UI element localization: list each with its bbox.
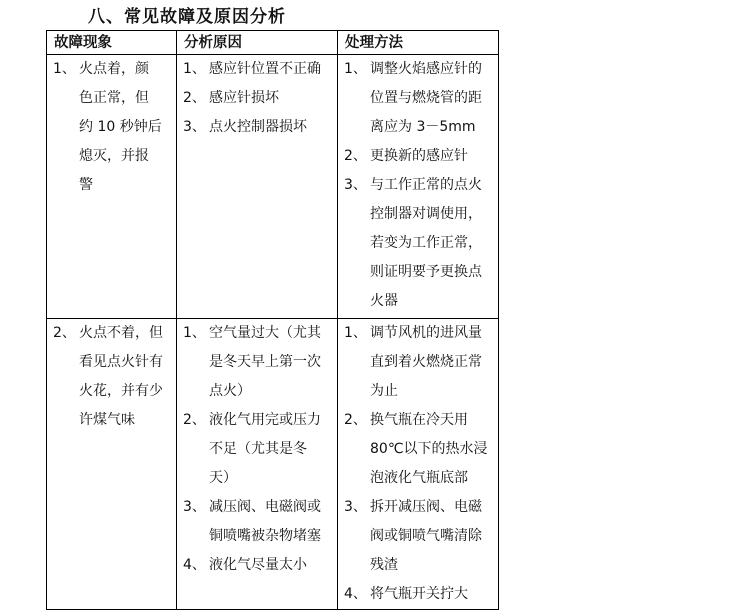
cell-line	[47, 84, 176, 113]
item-text: 天）	[209, 470, 237, 486]
item-text: 拆开减压阀、电磁	[370, 499, 482, 515]
cell-causes	[177, 319, 338, 610]
cell-line	[338, 142, 498, 171]
header-cause: 分析原因	[177, 31, 338, 55]
item-number: 2、	[183, 412, 206, 428]
item-text: 铜喷嘴被杂物堵塞	[209, 528, 321, 544]
cell-line	[338, 464, 498, 493]
cell-line	[47, 171, 176, 200]
item-text: 约 10 秒钟后	[79, 119, 162, 135]
fault-table	[46, 30, 499, 610]
item-text: 液化气尽量太小	[209, 557, 307, 573]
item-text: 火点不着，但	[79, 325, 163, 341]
cell-line	[338, 287, 498, 316]
item-text: 许煤气味	[79, 412, 135, 428]
cell-line	[177, 348, 337, 377]
item-text: 换气瓶在冷天用	[370, 412, 468, 428]
section-title: 八、常见故障及原因分析	[88, 7, 286, 27]
cell-line	[47, 113, 176, 142]
cell-line	[338, 319, 498, 348]
item-number: 1、	[183, 61, 206, 77]
cell-line	[338, 493, 498, 522]
cell-line	[177, 435, 337, 464]
header-method: 处理方法	[338, 31, 499, 55]
item-text: 控制器对调使用，	[370, 206, 482, 222]
cell-line	[338, 580, 498, 609]
item-text: 火器	[370, 293, 398, 309]
item-text: 80℃以下的热水浸	[370, 441, 488, 457]
item-number: 1、	[53, 61, 76, 77]
item-number: 4、	[183, 557, 206, 573]
cell-line	[177, 522, 337, 551]
item-text: 位置与燃烧管的距	[370, 90, 482, 106]
cell-line	[177, 84, 337, 113]
cell-line	[177, 113, 337, 142]
cell-line	[338, 522, 498, 551]
cell-line	[47, 377, 176, 406]
cell-line	[47, 319, 176, 348]
item-number: 3、	[344, 177, 367, 193]
item-text: 调整火焰感应针的	[370, 61, 482, 77]
cell-line	[47, 55, 176, 84]
cell-line	[338, 406, 498, 435]
cell-line	[177, 464, 337, 493]
cell-line	[177, 551, 337, 580]
cell-line	[47, 142, 176, 171]
table-row	[47, 55, 499, 319]
item-number: 3、	[344, 499, 367, 515]
cell-line	[47, 348, 176, 377]
cell-line	[338, 171, 498, 200]
item-number: 1、	[344, 325, 367, 341]
cell-line	[177, 406, 337, 435]
item-text: 将气瓶开关拧大	[370, 586, 468, 602]
item-text: 更换新的感应针	[370, 148, 468, 164]
item-number: 2、	[183, 90, 206, 106]
item-text: 液化气用完或压力	[209, 412, 321, 428]
item-text: 色正常，但	[79, 90, 149, 106]
item-text: 直到着火燃烧正常	[370, 354, 482, 370]
item-number: 3、	[183, 119, 206, 135]
item-text: 感应针损坏	[209, 90, 279, 106]
cell-line	[338, 200, 498, 229]
item-text: 则证明要予更换点	[370, 264, 482, 280]
cell-line	[177, 319, 337, 348]
item-text: 看见点火针有	[79, 354, 163, 370]
item-text: 感应针位置不正确	[209, 61, 321, 77]
cell-line	[338, 551, 498, 580]
item-text: 调节风机的进风量	[370, 325, 482, 341]
cell-line	[338, 348, 498, 377]
item-text: 空气量过大（尤其	[209, 325, 321, 341]
cell-line	[338, 435, 498, 464]
item-text: 点火控制器损坏	[209, 119, 307, 135]
item-text: 火点着，颜	[79, 61, 149, 77]
cell-line	[338, 84, 498, 113]
cell-phenomenon	[47, 319, 177, 610]
cell-line	[177, 377, 337, 406]
cell-line	[338, 377, 498, 406]
cell-methods	[338, 319, 499, 610]
item-number: 2、	[53, 325, 76, 341]
table-row	[47, 319, 499, 610]
table-header-row	[47, 31, 499, 55]
cell-line	[177, 493, 337, 522]
item-text: 为止	[370, 383, 398, 399]
item-text: 不足（尤其是冬	[209, 441, 307, 457]
cell-phenomenon	[47, 55, 177, 319]
item-text: 离应为 3－5mm	[370, 119, 476, 135]
item-text: 是冬天早上第一次	[209, 354, 321, 370]
item-text: 与工作正常的点火	[370, 177, 482, 193]
cell-line	[47, 406, 176, 435]
item-text: 减压阀、电磁阀或	[209, 499, 321, 515]
cell-line	[177, 55, 337, 84]
item-number: 2、	[344, 412, 367, 428]
header-phenomenon: 故障现象	[47, 31, 177, 55]
item-text: 熄灭，并报	[79, 148, 149, 164]
item-number: 4、	[344, 586, 367, 602]
item-text: 阀或铜喷气嘴清除	[370, 528, 482, 544]
cell-causes	[177, 55, 338, 319]
item-text: 若变为工作正常，	[370, 235, 482, 251]
cell-line	[338, 113, 498, 142]
item-number: 1、	[344, 61, 367, 77]
item-text: 残渣	[370, 557, 398, 573]
item-number: 1、	[183, 325, 206, 341]
item-text: 点火）	[209, 383, 251, 399]
cell-line	[338, 258, 498, 287]
item-text: 火花，并有少	[79, 383, 163, 399]
cell-methods	[338, 55, 499, 319]
cell-line	[338, 55, 498, 84]
item-number: 3、	[183, 499, 206, 515]
item-text: 警	[79, 177, 93, 193]
cell-line	[338, 229, 498, 258]
item-text: 泡液化气瓶底部	[370, 470, 468, 486]
item-number: 2、	[344, 148, 367, 164]
